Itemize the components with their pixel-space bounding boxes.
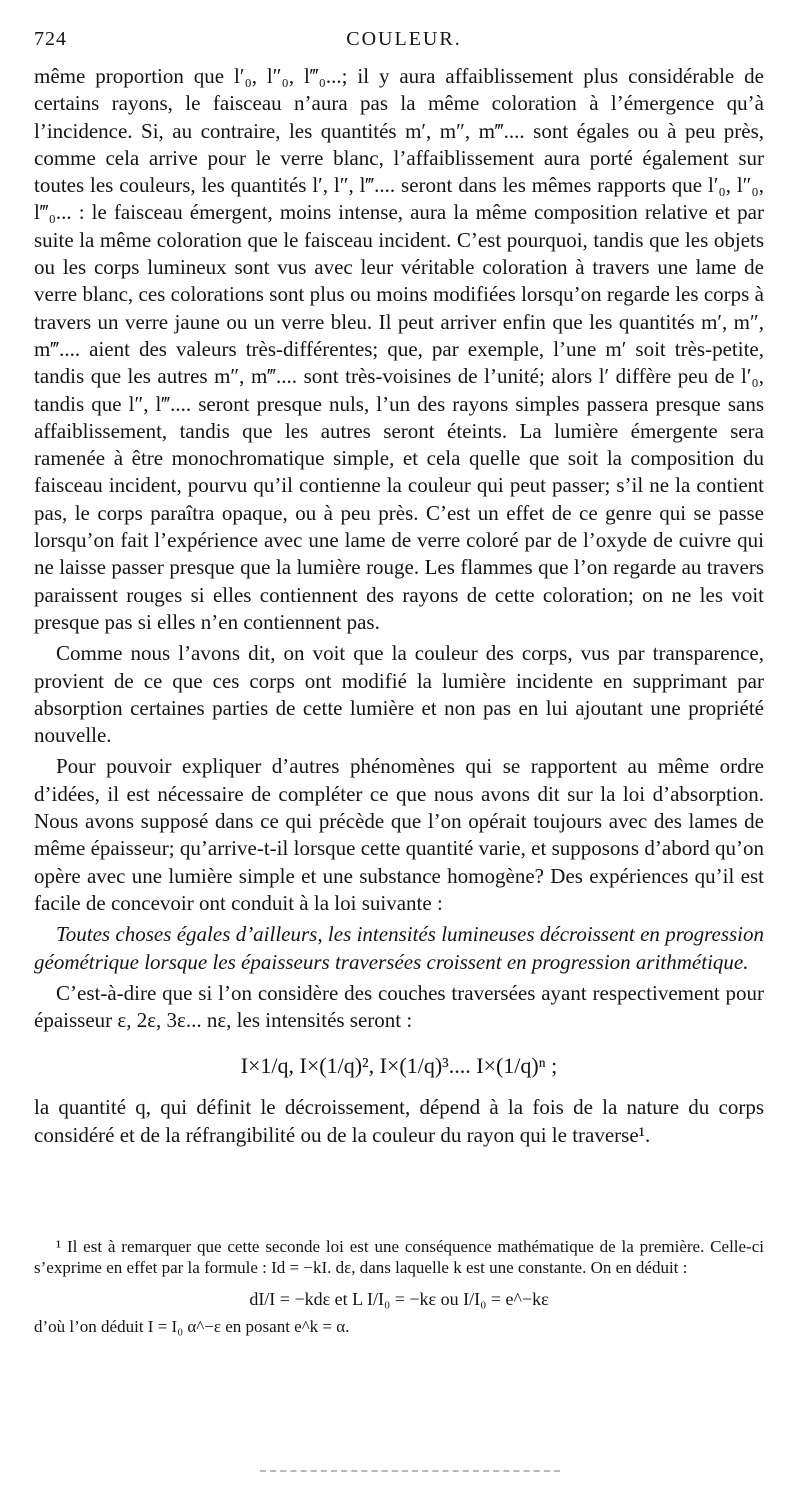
running-title: COULEUR. [346, 28, 462, 50]
paragraph-absorption-law-intro: Pour pouvoir expliquer d’autres phénomènes qui se rapportent au même ordre d’idées, il est nécessaire de compléter ce que nous avons dit sur la loi d’absorption. Nous avons supposé dans ce qui précède que l’on opérait toujours avec des lames de même épaisseur; qu’arrive-t-il lorsque cette quantité varie, et supposons d’abord qu’on opère avec une lumière simple et une substance homogène? Des expériences qu’il est facile de concevoir ont conduit à la loi suivante : [34, 754, 764, 915]
body-text [34, 63, 764, 1153]
paragraph-decrease-quantity: la quantité q, qui définit le décroissement, dépend à la fois de la nature du corps considéré et de la réfrangibilité ou de la couleur du rayon qui le traverse¹. [34, 1095, 764, 1147]
page-header [34, 28, 774, 60]
footnote-text: ¹ Il est à remarquer que cette seconde loi est une conséquence mathématique de la première. Celle-ci s’exprime en effet par la formule : Id = −kI. dε, dans laquelle k est une constante. On en déduit : [34, 1237, 764, 1277]
paragraph-transparency: Comme nous l’avons dit, on voit que la couleur des corps, vus par transparence, provient de ce que ces corps ont modifié la lumière incidente en supprimant par absorption certaines parties de cette lumière et non pas en lui ajoutant une propriété nouvelle. [34, 641, 764, 748]
absorption-law-statement: Toutes choses égales d’ailleurs, les intensités lumineuses décroissent en progression géométrique lorsque les épaisseurs traversées croissent en progression arithmétique. [34, 922, 764, 974]
page-number: 724 [34, 28, 67, 50]
bottom-rule [260, 1470, 560, 1472]
intensity-progression-formula: I×1/q, I×(1/q)², I×(1/q)³.... I×(1/q)ⁿ ; [240, 1053, 558, 1079]
paragraph-layers: C’est-à-dire que si l’on considère des couches traversées ayant respectivement pour épaisseur ε, 2ε, 3ε... nε, les intensités seront : [34, 980, 764, 1033]
paragraph-continuation: même proportion que l′₀, l″₀, l‴₀...; il y aura affaiblissement plus considérable de certains rayons, le faisceau n’aura pas la même coloration à l’émergence qu’à l’incidence. Si, au contraire, les quantités m′, m″, m‴.... sont égales ou à peu près, comme cela arrive pour le verre blanc, l’affaiblissement aura porté également sur toutes les couleurs, les quantités l′, l″, l‴.... seront dans les mêmes rapports que l′₀, l″₀, l‴₀... : le faisceau émergent, moins intense, aura la même composition relative et par suite la même coloration que le faisceau incident. C’est pourquoi, tandis que les objets ou les corps lumineux sont vus avec leur véritable coloration à travers une lame de verre blanc, ces colorations sont plus ou moins modifiées lorsqu’on regarde les corps à travers un verre jaune ou un verre bleu. Il peut arriver enfin que les quantités m′, m″, m‴.... aient des valeurs très-différentes; que, par exemple, l’une m′ soit très-petite, tandis que les autres m″, m‴.... sont très-voisines de l’unité; alors l′ diffère peu de l′₀, tandis que l″, l‴.... seront presque nuls, l’un des rayons simples passera presque sans affaiblissement, tandis que les autres seront éteints. La lumière émergente sera ramenée à être monochromatique simple, et cela quelle que soit la composition du faisceau incident, pourvu qu’il contienne la couleur qui peut passer; s’il ne la contient pas, le corps paraîtra opaque, ou à peu près. C’est un effet de ce genre qui se passe lorsqu’on fait l’expérience avec une lame de verre coloré par de l’oxyde de cuivre qui ne laisse passer presque que la lumière rouge. Les flammes que l’on regarde au travers paraissent rouges si elles contiennent des rayons de cette coloration; on ne les voit presque pas si elles n’en contiennent pas. [34, 64, 764, 634]
footnote-formula: dI/I = −kdε et L I/I₀ = −kε ou I/I₀ = e^−kε [249, 1289, 549, 1309]
footnote-conclusion: d’où l’on déduit I = I₀ α^−ε en posant e^k = α. [34, 1317, 350, 1336]
footnote [34, 1236, 764, 1337]
